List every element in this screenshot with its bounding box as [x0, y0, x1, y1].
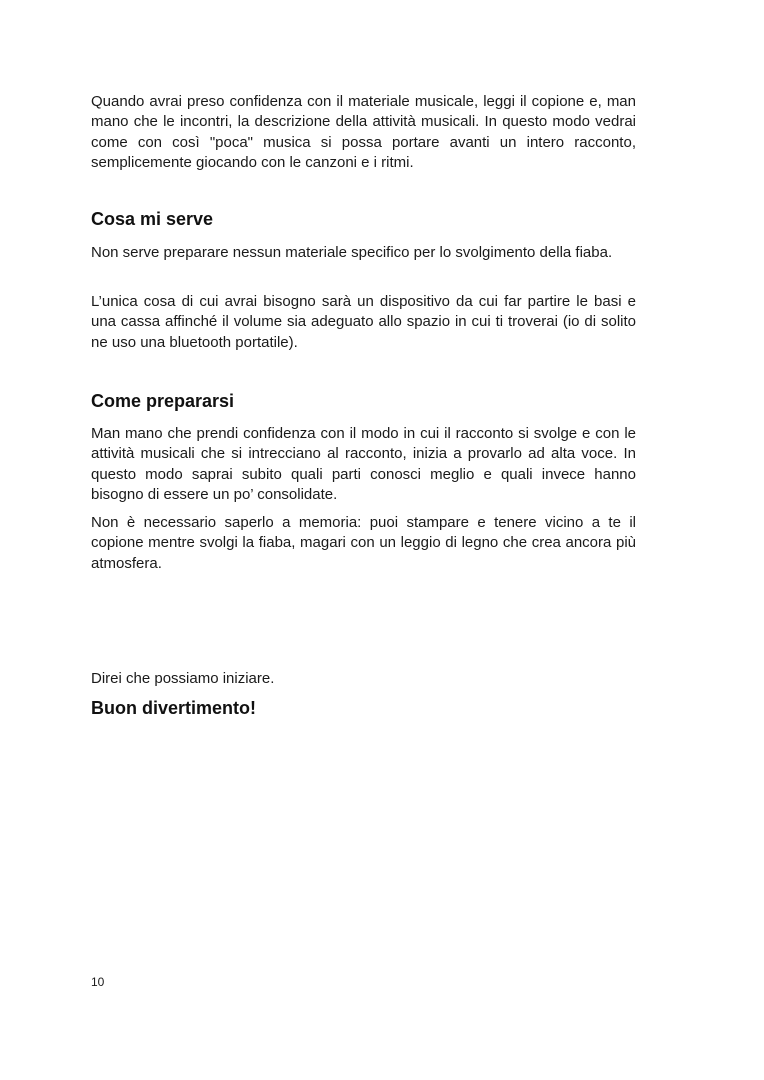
come-prepararsi-block-1: [91, 424, 636, 505]
come-prepararsi-paragraph-2: Non è necessario saperlo a memoria: puoi stampare e tenere vicino a te il copione mentre svolgi la fiaba, magari con un leggio di legno che crea ancora più atmosfera.: [91, 514, 636, 572]
cosa-mi-serve-paragraph-1: Non serve preparare nessun materiale specifico per lo svolgimento della fiaba.: [91, 244, 613, 261]
section-come-prepararsi: [91, 390, 636, 412]
section-heading-come-prepararsi: Come prepararsi: [91, 391, 235, 411]
page-number: 10: [91, 975, 105, 989]
come-prepararsi-block-2: [91, 513, 636, 574]
closing-line-block: [91, 669, 636, 689]
closing-emphasis: Buon divertimento!: [91, 698, 256, 718]
intro-paragraph: Quando avrai preso confidenza con il materiale musicale, leggi il copione e, man mano che le incontri, la descrizione della attività musicali. In questo modo vedrai come con così "poca" musica si possa portare avanti un intero racconto, semplicemente giocando con le canzoni e i ritmi.: [91, 93, 636, 171]
closing-emphasis-block: [91, 697, 636, 719]
come-prepararsi-paragraph-1: Man mano che prendi confidenza con il modo in cui il racconto si svolge e con le attività musicali che si intrecciano al racconto, inizia a provarlo ad alta voce. In questo modo saprai subito quali parti conosci meglio e quali invece hanno bisogno di essere un po’ consolidate.: [91, 425, 636, 503]
cosa-mi-serve-block-1: [91, 243, 636, 263]
cosa-mi-serve-block-2: [91, 292, 636, 353]
cosa-mi-serve-paragraph-2: L’unica cosa di cui avrai bisogno sarà un dispositivo da cui far partire le basi e una cassa affinché il volume sia adeguato allo spazio in cui ti troverai (io di solito ne uso una bluetooth portatile).: [91, 293, 636, 351]
section-heading-cosa-mi-serve: Cosa mi serve: [91, 209, 214, 229]
section-cosa-mi-serve: [91, 208, 636, 230]
intro-block: [91, 92, 636, 173]
closing-line: Direi che possiamo iniziare.: [91, 670, 275, 687]
